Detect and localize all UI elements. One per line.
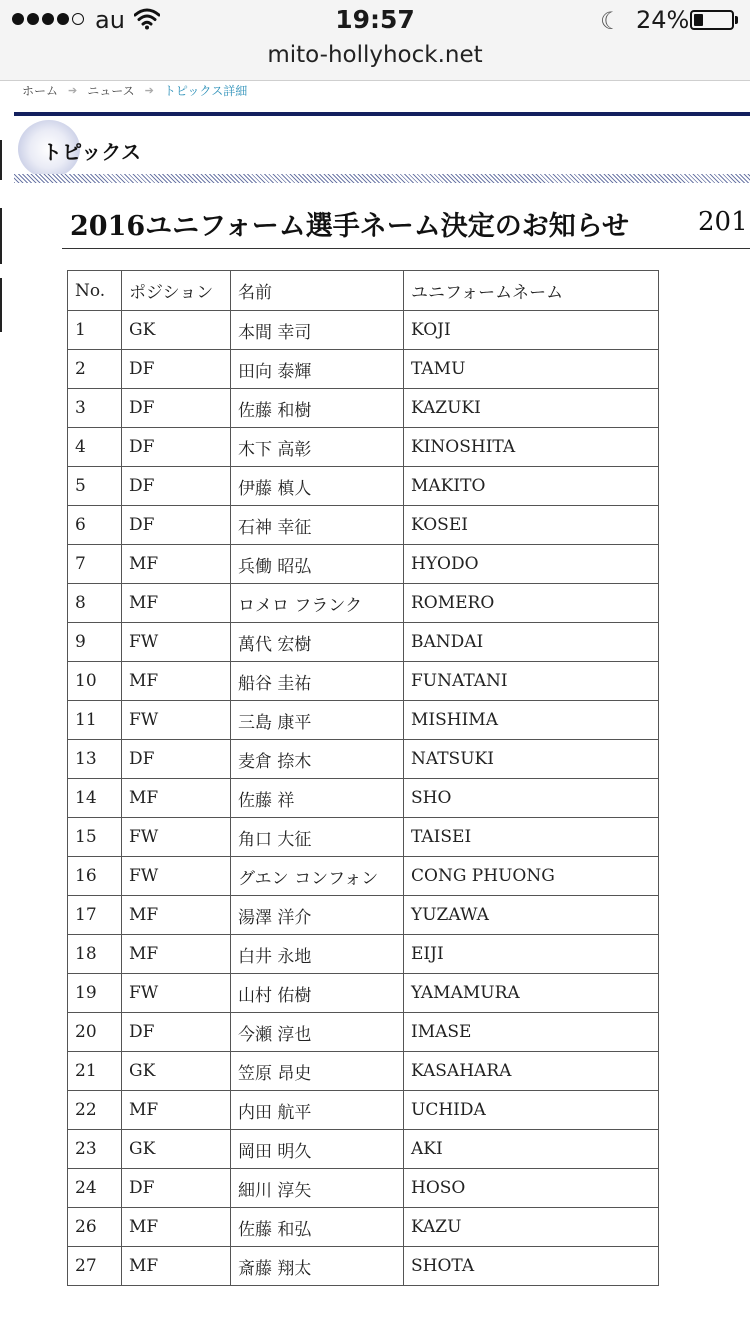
player-position: DF <box>122 428 231 467</box>
player-number: 2 <box>68 350 122 389</box>
table-row <box>68 506 659 545</box>
player-number: 15 <box>68 818 122 857</box>
column-header-position: ポジション <box>122 271 231 311</box>
player-uniform-name: IMASE <box>404 1013 659 1052</box>
table-row <box>68 389 659 428</box>
table-row <box>68 1130 659 1169</box>
player-uniform-name: SHO <box>404 779 659 818</box>
table-row <box>68 1091 659 1130</box>
player-name: 岡田 明久 <box>231 1130 404 1169</box>
breadcrumb-home-link[interactable]: ホーム <box>22 83 59 98</box>
player-uniform-name: EIJI <box>404 935 659 974</box>
player-number: 19 <box>68 974 122 1013</box>
player-name: 佐藤 祥 <box>231 779 404 818</box>
player-position: DF <box>122 1013 231 1052</box>
player-number: 6 <box>68 506 122 545</box>
player-number: 3 <box>68 389 122 428</box>
player-name: 斎藤 翔太 <box>231 1247 404 1286</box>
table-row <box>68 1247 659 1286</box>
player-uniform-name: YAMAMURA <box>404 974 659 1013</box>
player-position: MF <box>122 1208 231 1247</box>
player-number: 16 <box>68 857 122 896</box>
table-row <box>68 1208 659 1247</box>
player-uniform-name: HYODO <box>404 545 659 584</box>
player-position: GK <box>122 1130 231 1169</box>
player-uniform-name: CONG PHUONG <box>404 857 659 896</box>
player-uniform-name: KASAHARA <box>404 1052 659 1091</box>
player-position: DF <box>122 350 231 389</box>
player-name: 田向 泰輝 <box>231 350 404 389</box>
player-name: 細川 淳矢 <box>231 1169 404 1208</box>
player-position: DF <box>122 506 231 545</box>
article-title: 2016ユニフォーム選手ネーム決定のお知らせ <box>70 211 629 242</box>
player-uniform-name: KOSEI <box>404 506 659 545</box>
column-header-name: 名前 <box>231 271 404 311</box>
player-position: MF <box>122 584 231 623</box>
status-bar <box>0 0 750 40</box>
player-position: MF <box>122 662 231 701</box>
player-position: MF <box>122 1091 231 1130</box>
table-row <box>68 974 659 1013</box>
player-position: DF <box>122 740 231 779</box>
player-uniform-name: FUNATANI <box>404 662 659 701</box>
player-name: 木下 高彰 <box>231 428 404 467</box>
table-row <box>68 662 659 701</box>
player-number: 8 <box>68 584 122 623</box>
player-name: 麦倉 捺木 <box>231 740 404 779</box>
player-name: 内田 航平 <box>231 1091 404 1130</box>
player-number: 5 <box>68 467 122 506</box>
carrier-name: au <box>95 6 125 34</box>
player-name: 兵働 昭弘 <box>231 545 404 584</box>
breadcrumb <box>22 80 247 100</box>
table-row <box>68 1169 659 1208</box>
player-name: 伊藤 槙人 <box>231 467 404 506</box>
sidebar-edge <box>0 140 2 180</box>
player-position: FW <box>122 818 231 857</box>
player-uniform-name: KAZU <box>404 1208 659 1247</box>
player-uniform-name: MAKITO <box>404 467 659 506</box>
player-uniform-name: ROMERO <box>404 584 659 623</box>
table-header-row <box>68 271 659 311</box>
table-row <box>68 1052 659 1091</box>
player-position: FW <box>122 974 231 1013</box>
player-position: FW <box>122 857 231 896</box>
breadcrumb-current: トピックス詳細 <box>163 83 248 98</box>
player-name: 山村 佑樹 <box>231 974 404 1013</box>
player-name: 三島 康平 <box>231 701 404 740</box>
player-number: 24 <box>68 1169 122 1208</box>
player-name: 石神 幸征 <box>231 506 404 545</box>
table-row <box>68 1013 659 1052</box>
player-position: MF <box>122 896 231 935</box>
player-uniform-name: AKI <box>404 1130 659 1169</box>
table-row <box>68 740 659 779</box>
player-number: 10 <box>68 662 122 701</box>
table-row <box>68 467 659 506</box>
player-uniform-name: TAISEI <box>404 818 659 857</box>
article-date: 201 <box>698 207 748 237</box>
player-name: ロメロ フランク <box>231 584 404 623</box>
player-position: FW <box>122 623 231 662</box>
roster-table <box>67 270 659 1286</box>
url-text[interactable]: mito-hollyhock.net <box>267 42 483 68</box>
player-number: 7 <box>68 545 122 584</box>
sidebar-edge <box>0 278 2 332</box>
title-divider <box>62 248 750 249</box>
sidebar-edge <box>0 208 2 264</box>
table-row <box>68 896 659 935</box>
player-number: 21 <box>68 1052 122 1091</box>
table-row <box>68 779 659 818</box>
player-number: 22 <box>68 1091 122 1130</box>
column-header-number: No. <box>68 271 122 311</box>
arrow-right-icon: ➔ <box>68 83 78 97</box>
player-position: MF <box>122 779 231 818</box>
table-row <box>68 311 659 350</box>
battery-fill <box>694 14 703 26</box>
player-number: 9 <box>68 623 122 662</box>
player-name: 白井 永地 <box>231 935 404 974</box>
player-number: 26 <box>68 1208 122 1247</box>
player-number: 27 <box>68 1247 122 1286</box>
clock-time: 19:57 <box>335 5 415 34</box>
address-bar[interactable] <box>0 40 750 81</box>
player-number: 23 <box>68 1130 122 1169</box>
player-name: グエン コンフォン <box>231 857 404 896</box>
battery-icon <box>690 10 734 30</box>
player-position: DF <box>122 467 231 506</box>
breadcrumb-news-link[interactable]: ニュース <box>87 83 135 98</box>
player-number: 14 <box>68 779 122 818</box>
player-number: 4 <box>68 428 122 467</box>
battery-tip <box>735 16 738 24</box>
player-uniform-name: YUZAWA <box>404 896 659 935</box>
player-position: GK <box>122 1052 231 1091</box>
player-uniform-name: UCHIDA <box>404 1091 659 1130</box>
player-uniform-name: KAZUKI <box>404 389 659 428</box>
table-row <box>68 428 659 467</box>
player-number: 13 <box>68 740 122 779</box>
table-row <box>68 545 659 584</box>
battery-percentage: 24% <box>636 6 690 34</box>
table-row <box>68 350 659 389</box>
player-position: DF <box>122 1169 231 1208</box>
table-row <box>68 818 659 857</box>
player-name: 笠原 昂史 <box>231 1052 404 1091</box>
player-name: 本間 幸司 <box>231 311 404 350</box>
player-uniform-name: NATSUKI <box>404 740 659 779</box>
table-row <box>68 935 659 974</box>
player-name: 角口 大征 <box>231 818 404 857</box>
section-header <box>14 112 750 182</box>
table-row <box>68 623 659 662</box>
player-position: GK <box>122 311 231 350</box>
column-header-uniform-name: ユニフォームネーム <box>404 271 659 311</box>
player-name: 佐藤 和樹 <box>231 389 404 428</box>
table-row <box>68 584 659 623</box>
player-position: MF <box>122 935 231 974</box>
player-name: 湯澤 洋介 <box>231 896 404 935</box>
player-number: 11 <box>68 701 122 740</box>
table-row <box>68 857 659 896</box>
player-name: 今瀬 淳也 <box>231 1013 404 1052</box>
do-not-disturb-moon-icon: ☾ <box>600 7 622 35</box>
player-name: 船谷 圭祐 <box>231 662 404 701</box>
player-position: MF <box>122 545 231 584</box>
table-row <box>68 701 659 740</box>
player-name: 萬代 宏樹 <box>231 623 404 662</box>
player-position: MF <box>122 1247 231 1286</box>
player-number: 18 <box>68 935 122 974</box>
player-position: DF <box>122 389 231 428</box>
player-position: FW <box>122 701 231 740</box>
arrow-right-icon: ➔ <box>144 83 154 97</box>
player-number: 1 <box>68 311 122 350</box>
player-uniform-name: TAMU <box>404 350 659 389</box>
player-uniform-name: MISHIMA <box>404 701 659 740</box>
player-name: 佐藤 和弘 <box>231 1208 404 1247</box>
player-number: 20 <box>68 1013 122 1052</box>
player-number: 17 <box>68 896 122 935</box>
player-uniform-name: SHOTA <box>404 1247 659 1286</box>
player-uniform-name: HOSO <box>404 1169 659 1208</box>
section-title: トピックス <box>42 140 141 164</box>
player-uniform-name: KOJI <box>404 311 659 350</box>
player-uniform-name: KINOSHITA <box>404 428 659 467</box>
player-uniform-name: BANDAI <box>404 623 659 662</box>
section-divider <box>14 174 750 183</box>
